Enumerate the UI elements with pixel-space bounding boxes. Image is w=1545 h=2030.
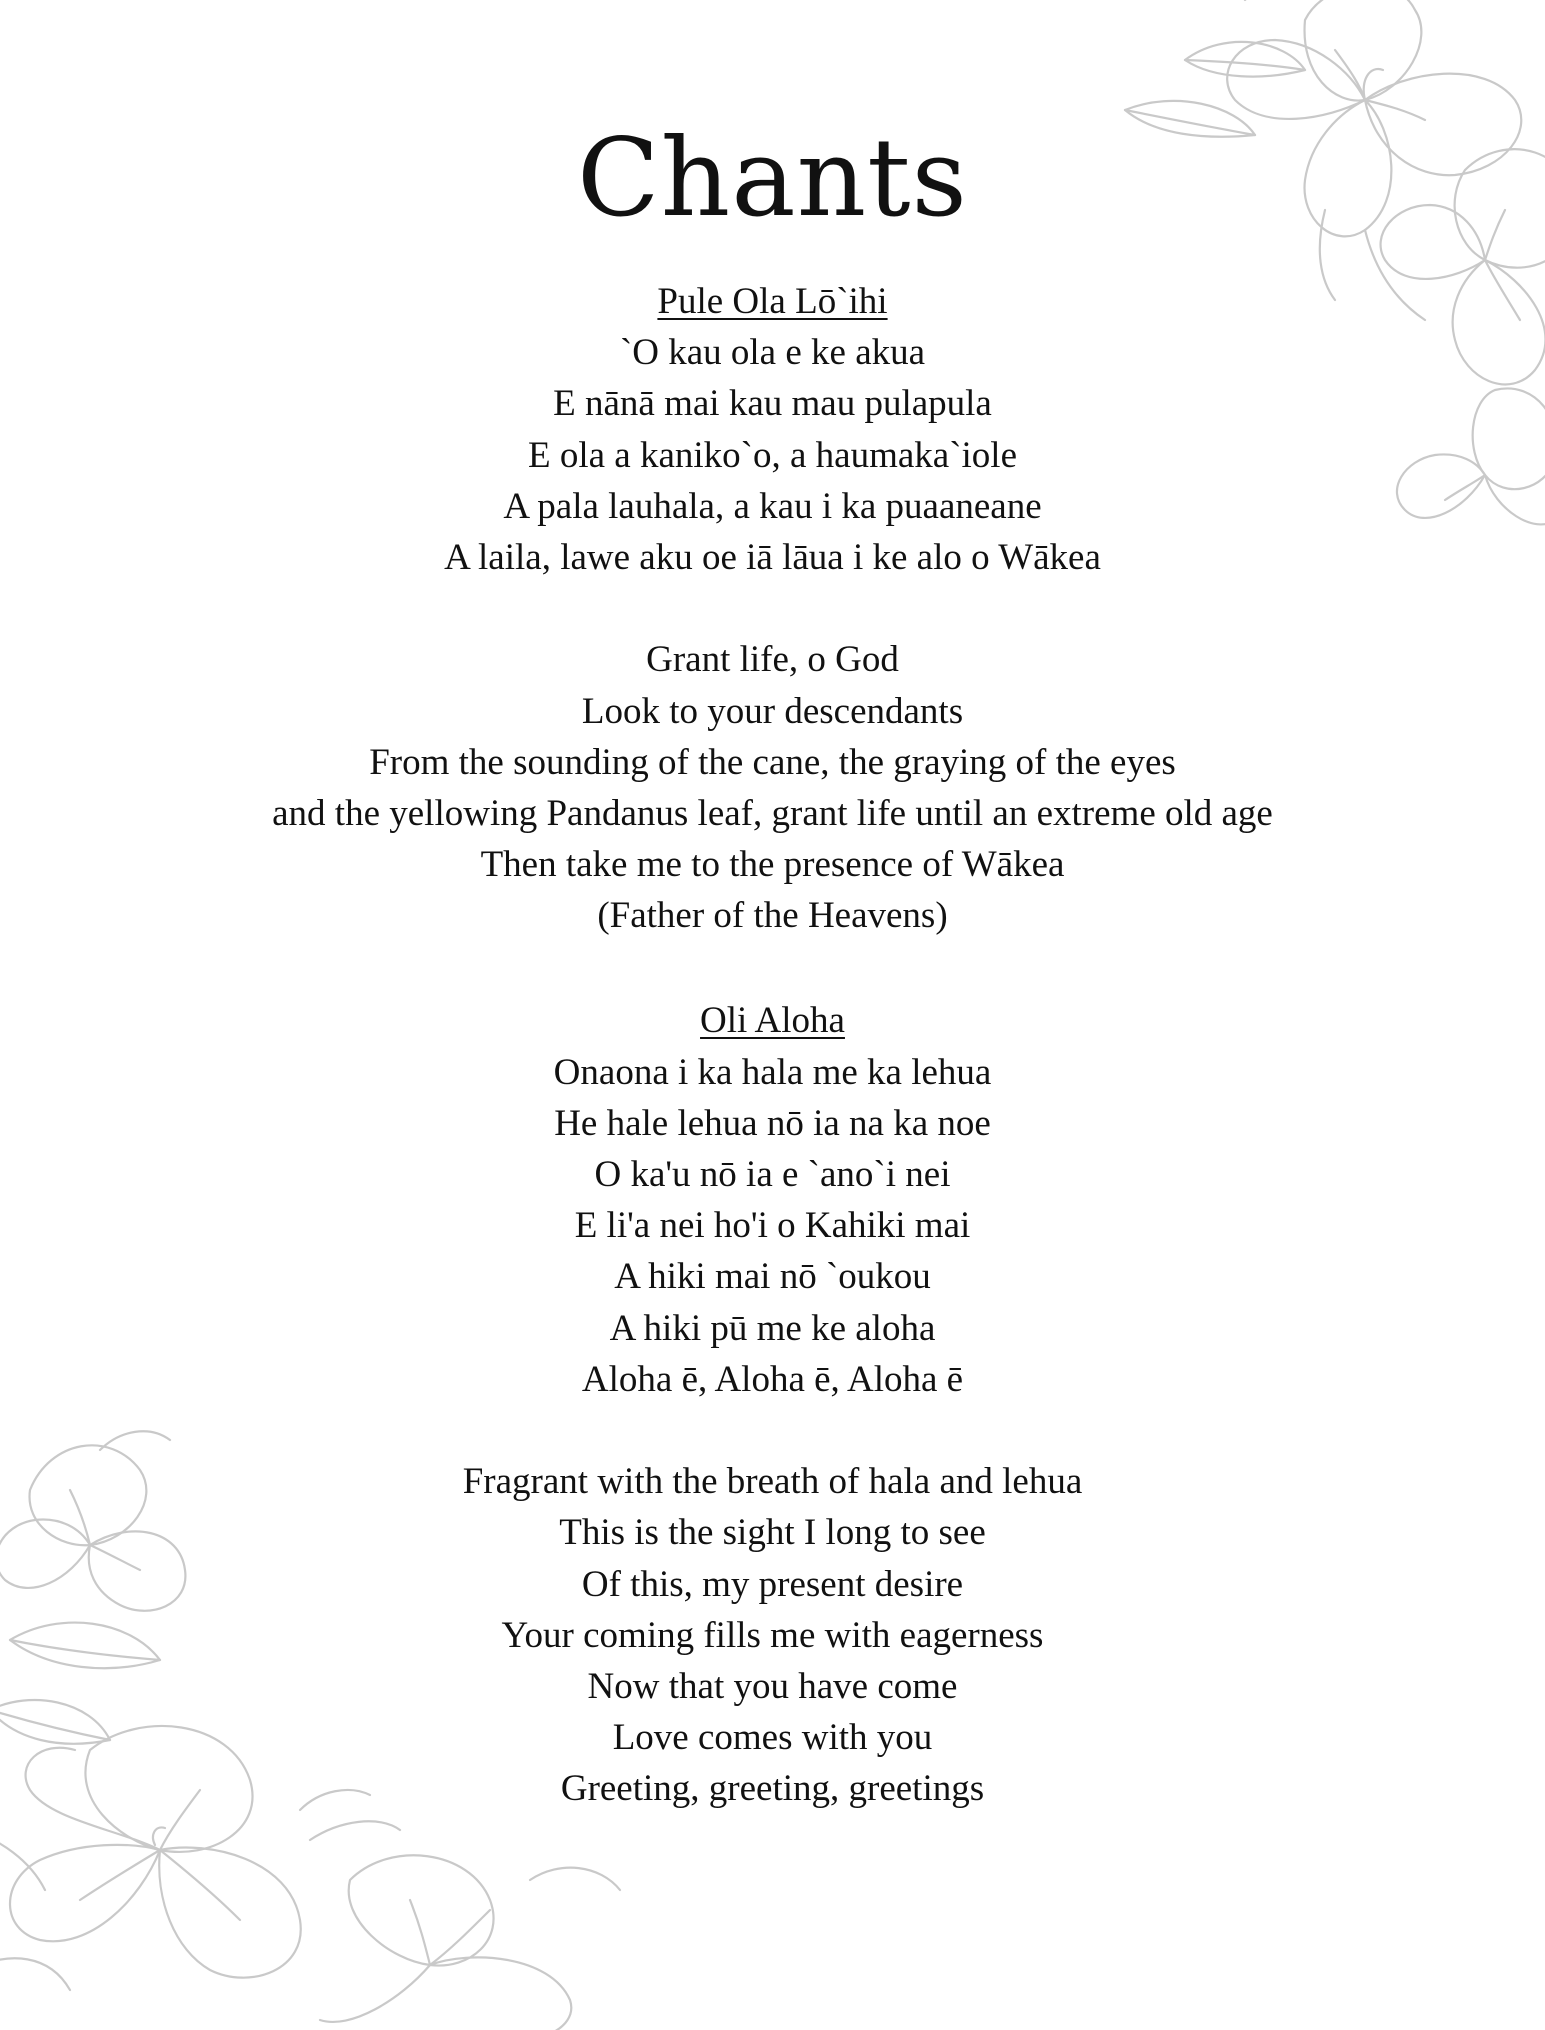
translation-line: Then take me to the presence of Wākea: [480, 844, 1065, 886]
chant-line: E li'a nei ho'i o Kahiki mai: [574, 1205, 971, 1247]
translation-line: Look to your descendants: [581, 690, 964, 732]
translation-line: Love comes with you: [612, 1717, 933, 1759]
chant-line: O ka'u nō ia e `ano`i nei: [594, 1154, 951, 1195]
translation-line: Greeting, greeting, greetings: [560, 1768, 985, 1810]
chant-line: `O kau ola e ke akua: [619, 332, 926, 374]
stanza-gap: [0, 583, 1545, 634]
chant-line: A pala lauhala, a kau i ka puaaneane: [503, 485, 1042, 527]
translation-line: From the sounding of the cane, the graying of the eyes: [369, 741, 1176, 783]
chant-line: E ola a kaniko`o, a haumaka`iole: [527, 434, 1018, 476]
chants-content: [0, 276, 1545, 1814]
chant-line: A laila, lawe aku oe iā lāua i ke alo o Wākea: [444, 536, 1101, 578]
chant-line: A hiki pū me ke aloha: [609, 1307, 936, 1349]
translation-line: Fragrant with the breath of hala and lehua: [462, 1461, 1083, 1503]
translation-line: Now that you have come: [587, 1665, 958, 1707]
page-title: Chants: [577, 116, 968, 241]
stanza-gap: [0, 1405, 1545, 1456]
chant-line: He hale lehua nō ia na ka noe: [554, 1102, 991, 1144]
chant-heading: Pule Ola Lō`ihi: [657, 281, 888, 322]
chant-line: E nānā mai kau mau pulapula: [553, 383, 992, 425]
chant-heading: Oli Aloha: [700, 1000, 845, 1042]
chant-line: Aloha ē, Aloha ē, Aloha ē: [581, 1358, 964, 1400]
translation-line: and the yellowing Pandanus leaf, grant life until an extreme old age: [272, 792, 1273, 834]
translation-line: Of this, my present desire: [581, 1563, 964, 1605]
translation-line: Grant life, o God: [646, 639, 899, 681]
translation-line: This is the sight I long to see: [559, 1512, 986, 1554]
translation-line: Your coming fills me with eagerness: [501, 1614, 1044, 1656]
stanza-gap: [0, 941, 1545, 995]
translation-line: (Father of the Heavens): [597, 895, 948, 937]
chant-line: Onaona i ka hala me ka lehua: [553, 1051, 992, 1093]
chant-line: A hiki mai nō `oukou: [614, 1256, 931, 1298]
